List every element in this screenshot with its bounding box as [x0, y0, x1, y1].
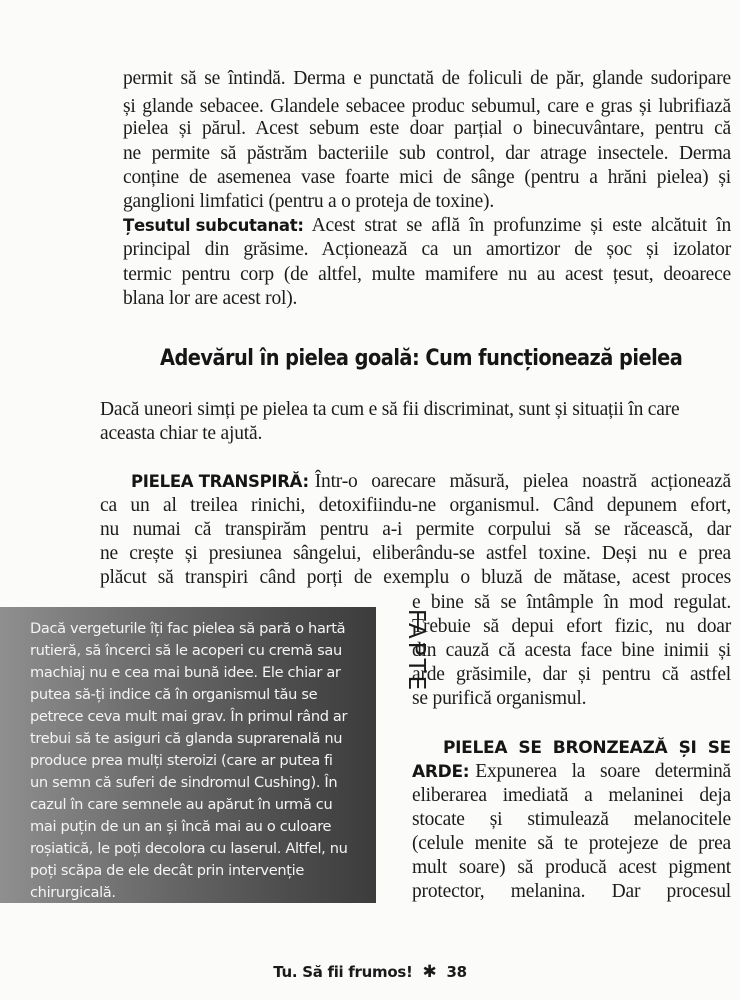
text-line: stocate și stimulează melanocitele — [412, 809, 731, 830]
text-line: mult soare) să producă acest pigment — [412, 857, 731, 878]
text-fragment: Într-o oarecare măsură, pielea noastră acționează — [314, 471, 731, 492]
text-line: se purifică organismul. — [412, 688, 587, 709]
section-heading: Adevărul în pielea goală: Cum funcționează pielea — [160, 346, 683, 371]
page-footer — [0, 962, 740, 982]
text-line: din cauză că acesta face bine inimii și — [412, 640, 731, 661]
text-line: pielea și părul. Acest sebum este doar parțial o binecuvântare, pentru că — [123, 118, 731, 139]
text-line: protector, melanina. Dar procesul — [412, 881, 731, 902]
text-line: și glande sebacee. Glandele sebacee produc sebumul, care e gras și lubrifiază — [123, 96, 731, 117]
fact-line: machiaj nu e cea mai bună idee. Ele chiar ar — [30, 664, 341, 681]
text-line: conține de asemenea vase foarte mici de sânge (pentru a hrăni pielea) și — [123, 167, 731, 188]
text-line: Dacă uneori simți pe pielea ta cum e să fii discriminat, sunt și situații în care — [100, 399, 680, 420]
fact-line: roșiatică, le poți decolora cu laserul. Altfel, nu — [30, 840, 348, 857]
text-line: plăcut să transpiri când porți de exemplu o bluză de mătase, acest proces — [100, 567, 731, 588]
term-label: Țesutul subcutanat: — [123, 216, 304, 235]
fact-line: mai puțin de un an și încă mai au o culoare — [30, 818, 332, 835]
fact-line: petrece ceva mult mai grav. În primul rând ar — [30, 708, 348, 725]
text-line: eliberarea imediată a melaninei deja — [412, 785, 731, 806]
page-number: 38 — [446, 963, 467, 981]
fact-line: chirurgicală. — [30, 884, 116, 901]
fact-line: un semn că suferi de sindromul Cushing). În — [30, 774, 338, 791]
text-line: blana lor are acest rol). — [123, 288, 298, 309]
text-fragment: Acest strat se află în profunzime și este alcătuit în — [311, 215, 731, 236]
term-label: PIELEA SE BRONZEAZĂ ȘI SE — [443, 738, 731, 758]
fact-line: trebui să te asiguri că glanda suprarenală nu — [30, 730, 343, 747]
text-line: termic pentru corp (de altfel, multe mamifere nu au acest țesut, deoarece — [123, 264, 731, 285]
text-fragment: Expunerea la soare determină — [475, 761, 731, 782]
term-label: ARDE: — [412, 762, 470, 782]
text-line: principal din grăsime. Acționează ca un amortizor de șoc și izolator — [123, 239, 731, 260]
asterisk-icon: ✱ — [422, 962, 437, 982]
text-line — [123, 215, 731, 237]
text-line: nu numai că transpirăm pentru a-i permite corpului să se răcească, dar — [100, 519, 731, 540]
fact-line: poți scăpa de ele decât prin intervenție — [30, 862, 304, 879]
fact-line: cazul în care semnele au apărut în urmă cu — [30, 796, 333, 813]
fact-box — [0, 607, 376, 903]
text-line: ne permite să păstrăm bacteriile sub control, dar atrage insectele. Derma — [123, 143, 731, 164]
fact-line: produce prea mulți steroizi (care ar putea fi — [30, 752, 333, 769]
text-line: (celule menite să te protejeze de prea — [412, 833, 731, 854]
text-line: arde grăsimile, dar și pentru că astfel — [412, 664, 731, 685]
book-title: Tu. Să fii frumos! — [273, 963, 413, 981]
text-line — [412, 761, 731, 783]
term-label: PIELEA TRANSPIRĂ: — [131, 472, 309, 491]
text-line: Trebuie să depui efort fizic, nu doar — [412, 616, 731, 637]
text-line: ca un al treilea rinichi, detoxifiindu-ne organismul. Când depunem efort, — [100, 495, 731, 516]
text-line — [131, 471, 731, 493]
fact-line: rutieră, să încerci să le acoperi cu cremă sau — [30, 642, 342, 659]
fact-box-tag: FAPTE — [403, 608, 429, 694]
text-line: aceasta chiar te ajută. — [100, 423, 263, 444]
text-line: ganglioni limfatici (pentru a o proteja de toxine). — [123, 191, 495, 212]
text-line: ne crește și presiunea sângelui, eliberându-se astfel toxine. Deși nu e prea — [100, 543, 731, 564]
text-line: permit să se întindă. Derma e punctată de foliculi de păr, glande sudoripare — [123, 68, 731, 89]
text-line: e bine să se întâmple în mod regulat. — [412, 592, 731, 613]
fact-line: putea să-ți indice că în organismul tău se — [30, 686, 318, 703]
fact-line: Dacă vergeturile îți fac pielea să pară o hartă — [30, 620, 346, 637]
